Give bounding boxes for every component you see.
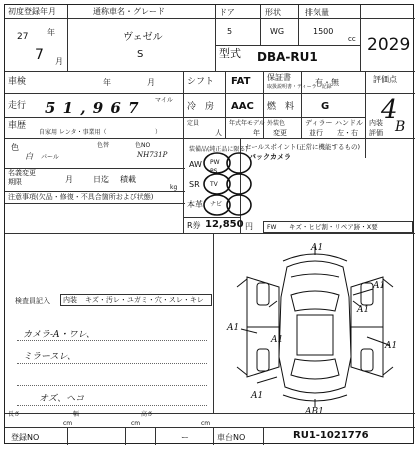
sales-label: セールスポイント(正常に機能するもの) bbox=[245, 143, 360, 151]
color-label: 色 bbox=[11, 143, 19, 152]
shape-value: WG bbox=[270, 27, 285, 36]
first-reg-label: 初度登録年月 bbox=[8, 7, 56, 16]
cc-unit: cc bbox=[348, 35, 356, 43]
interior-label: 内装 bbox=[369, 119, 383, 127]
inspector-interior-options: キズ・汚レ・ユガミ・穴・スレ・キレ bbox=[85, 296, 204, 304]
interior-score: B bbox=[395, 119, 406, 135]
car-damage-diagram bbox=[217, 237, 413, 413]
damage-mark-right-rear: A1 bbox=[385, 341, 398, 351]
damage-mark-right-mirror: A1 bbox=[357, 305, 370, 315]
divider bbox=[301, 71, 302, 138]
length-label: 長さ bbox=[8, 411, 21, 418]
dealer-label: ディラー bbox=[305, 119, 333, 127]
sales-value: バックカメラ bbox=[249, 153, 291, 161]
color-change-value: 変更 bbox=[273, 129, 287, 137]
fuel-value: G bbox=[321, 101, 330, 112]
width-label: 幅 bbox=[73, 411, 80, 418]
score-value: 4 bbox=[381, 95, 398, 125]
handle-value: 左・右 bbox=[337, 129, 358, 137]
divider bbox=[67, 427, 68, 445]
divider bbox=[155, 427, 156, 445]
inspector-note: カメラ-A・ワレ、 bbox=[23, 330, 95, 340]
divider bbox=[5, 191, 185, 192]
inspector-label: 検査員記入 bbox=[15, 297, 50, 305]
note-line bbox=[17, 385, 207, 386]
history-options: 自家用 レンタ・事業用（ bbox=[39, 129, 107, 136]
shaken-month-unit: 月 bbox=[147, 78, 155, 87]
recycle-unit: 円 bbox=[245, 222, 253, 231]
equip-item-code: SR bbox=[189, 180, 200, 189]
shaken-year-unit: 年 bbox=[103, 78, 111, 87]
notes-label: 注意事項(欠品・修復・不具合箇所および状態) bbox=[8, 193, 154, 201]
shift-value: FAT bbox=[231, 76, 251, 87]
interior-sub: 評価 bbox=[369, 129, 383, 137]
divider bbox=[213, 427, 214, 445]
history-label: 車歴 bbox=[8, 121, 27, 131]
shift-label: シフト bbox=[187, 77, 215, 87]
chassis-value: RU1-1021776 bbox=[293, 430, 369, 441]
divider bbox=[5, 233, 415, 234]
auction-sheet bbox=[4, 4, 414, 444]
damage-mark-right-front: A1 bbox=[373, 281, 386, 291]
displacement-value: 1500 bbox=[313, 27, 334, 36]
prev-year-unit: 年 bbox=[253, 129, 260, 137]
mileage-value: 5 1 , 9 6 7 bbox=[45, 99, 140, 117]
divider bbox=[183, 71, 184, 233]
color-name: 白 bbox=[25, 152, 33, 161]
damage-mark-rear: AB1 bbox=[305, 407, 324, 417]
divider bbox=[298, 5, 299, 45]
name-change-day: 日迄 bbox=[93, 175, 109, 184]
fw-options: キズ・ヒビ割・リペア跡・X要 bbox=[289, 223, 378, 231]
name-change-month: 月 bbox=[65, 175, 73, 184]
note-line bbox=[17, 405, 207, 406]
door-value: 5 bbox=[227, 27, 233, 36]
divider bbox=[5, 93, 415, 94]
length-unit: cm bbox=[63, 420, 73, 427]
door-label: ドア bbox=[219, 8, 235, 17]
divider bbox=[215, 45, 360, 46]
width-unit: cm bbox=[131, 420, 141, 427]
history-close: ） bbox=[155, 129, 162, 136]
damage-mark-left-door: A1 bbox=[271, 335, 284, 345]
damage-mark-front: A1 bbox=[311, 243, 324, 253]
divider bbox=[365, 71, 366, 158]
shape-label: 形状 bbox=[265, 8, 281, 17]
mileage-label: 走行 bbox=[8, 101, 27, 111]
height-label: 高さ bbox=[141, 411, 154, 418]
damage-mark-left-rear: A1 bbox=[251, 391, 264, 401]
divider bbox=[215, 5, 216, 71]
name-grade-label: 通称車名・グレード bbox=[93, 7, 165, 16]
handle-label: ハンドル bbox=[335, 119, 363, 127]
divider bbox=[5, 138, 415, 139]
color-change-label: 外装色 bbox=[267, 120, 286, 127]
dealer-value: 並行 bbox=[309, 129, 323, 137]
warranty-label: 保証書 bbox=[267, 73, 291, 82]
year-unit: 年 bbox=[47, 28, 55, 37]
aircon-label: 冷 房 bbox=[187, 102, 215, 112]
warranty-value: 有・無 bbox=[315, 78, 339, 87]
divider bbox=[125, 427, 126, 445]
equip-item-label2: PS bbox=[210, 168, 218, 175]
fuel-label: 燃 料 bbox=[267, 102, 295, 112]
inspector-note: ミラースレ、 bbox=[23, 352, 76, 362]
note-line bbox=[17, 340, 207, 341]
name-change-label: 名義変更期限 bbox=[8, 169, 36, 186]
mileage-unit: マイル bbox=[155, 97, 173, 104]
aircon-value: AAC bbox=[231, 101, 254, 112]
divider bbox=[5, 203, 185, 204]
reg-no-label: 登録NO bbox=[11, 433, 40, 442]
divider bbox=[5, 71, 415, 72]
color-no-value: NH731P bbox=[137, 151, 168, 159]
fw-label: FW bbox=[267, 224, 277, 231]
model-label: 型式 bbox=[219, 47, 241, 60]
divider bbox=[213, 233, 214, 413]
equip-item-code: AW bbox=[189, 160, 202, 169]
displacement-label: 排気量 bbox=[305, 8, 329, 17]
reg-no-dash: ー bbox=[181, 433, 189, 442]
divider bbox=[5, 413, 415, 414]
kg-label: kg bbox=[170, 184, 178, 191]
equip-item-label: PW bbox=[210, 159, 220, 166]
inspector-interior-label: 内装 bbox=[63, 296, 77, 304]
car-name: ヴェゼル bbox=[123, 32, 163, 43]
recycle-label: R券 bbox=[187, 221, 201, 230]
shaken-label: 車検 bbox=[8, 77, 27, 87]
inspector-note: オズ、ヘコ bbox=[39, 394, 85, 404]
divider bbox=[360, 5, 361, 71]
equip-item-label: ナビ bbox=[210, 201, 223, 208]
model-value: DBA-RU1 bbox=[257, 50, 318, 64]
equipment-title: 装備品(純正品に限る) bbox=[189, 146, 248, 153]
damage-mark-left: A1 bbox=[227, 323, 240, 333]
score-label: 評価点 bbox=[373, 75, 397, 84]
equip-item-label: TV bbox=[210, 181, 218, 188]
exhibit-number: 2029 bbox=[367, 35, 411, 55]
capacity-unit: 人 bbox=[215, 129, 222, 137]
month-unit: 月 bbox=[55, 57, 63, 66]
divider bbox=[183, 117, 301, 118]
height-unit: cm bbox=[201, 420, 211, 427]
recycle-value: 12,850 bbox=[205, 219, 244, 230]
chassis-label: 車台NO bbox=[217, 433, 246, 442]
divider bbox=[260, 5, 261, 45]
prev-year-label: 年式年モデル bbox=[229, 120, 265, 127]
divider bbox=[67, 5, 68, 71]
color-change-mark: 色替 bbox=[97, 142, 110, 149]
first-reg-month: 7 bbox=[35, 47, 44, 63]
color-no-label: 色NO bbox=[135, 142, 151, 149]
first-reg-year: 27 bbox=[17, 32, 29, 42]
equip-item-code: 本革 bbox=[187, 200, 203, 209]
capacity-label: 定員 bbox=[187, 120, 200, 127]
warranty-sub: 取扱説明書・ディーラー記録 bbox=[267, 84, 332, 90]
divider bbox=[263, 427, 264, 445]
color-sub: パール bbox=[41, 154, 59, 161]
grade: S bbox=[137, 49, 144, 60]
loading-label: 積載 bbox=[120, 175, 136, 184]
note-line bbox=[17, 363, 207, 364]
divider bbox=[225, 71, 226, 138]
